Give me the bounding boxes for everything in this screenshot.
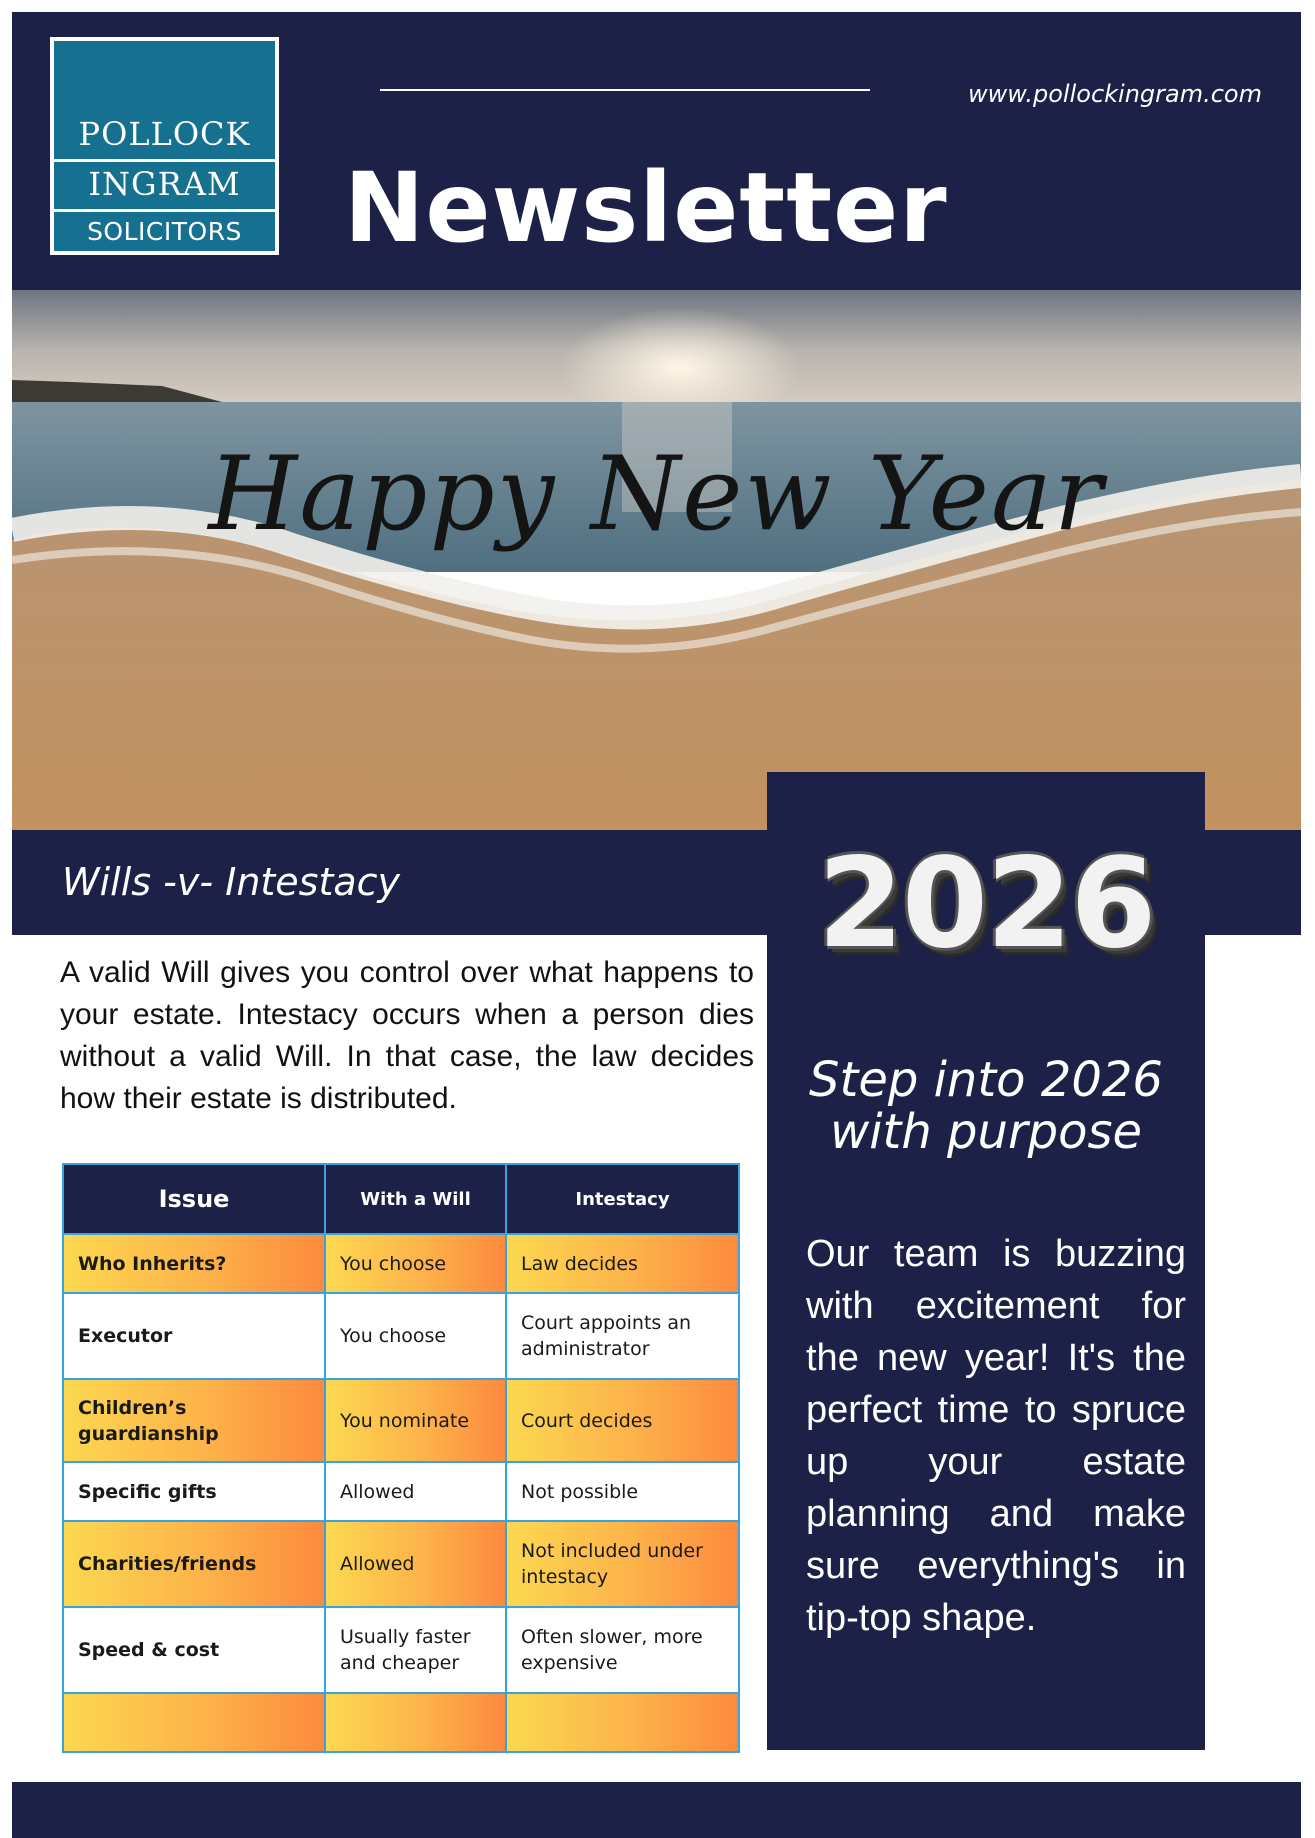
intro-paragraph: A valid Will gives you control over what happens to your estate. Intestacy occurs when a person dies without a valid Will. In that case, the law decides how their estate is distributed. xyxy=(60,956,754,1115)
table-row xyxy=(63,1293,739,1379)
table-row xyxy=(63,1234,739,1293)
row-intestacy: Court decides xyxy=(506,1379,739,1462)
logo-divider xyxy=(54,159,275,162)
row-with-will: You choose xyxy=(325,1293,506,1379)
logo-line-solicitors: SOLICITORS xyxy=(87,217,242,246)
table-row xyxy=(63,1379,739,1462)
row-with-will: Allowed xyxy=(325,1462,506,1521)
table-row xyxy=(63,1521,739,1607)
happy-new-year-greeting: Happy New Year xyxy=(208,435,1105,554)
row-intestacy: Not included under intestacy xyxy=(506,1521,739,1607)
comparison-table xyxy=(62,1163,738,1753)
row-intestacy: Often slower, more expensive xyxy=(506,1607,739,1693)
row-issue: Children’s guardianship xyxy=(63,1379,325,1462)
header-divider xyxy=(380,89,870,91)
table-header-row xyxy=(63,1164,739,1234)
page-title: Newsletter xyxy=(344,152,948,264)
row-issue: Executor xyxy=(63,1293,325,1379)
header-banner xyxy=(12,12,1301,290)
row-with-will: Allowed xyxy=(325,1521,506,1607)
section-title: Wills -v- Intestacy xyxy=(62,860,401,904)
row-issue xyxy=(63,1693,325,1752)
row-issue: Who Inherits? xyxy=(63,1234,325,1293)
year-badge: 2026 xyxy=(817,832,1155,976)
row-with-will: You choose xyxy=(325,1234,506,1293)
row-issue: Charities/friends xyxy=(63,1521,325,1607)
row-intestacy: Law decides xyxy=(506,1234,739,1293)
column-header-intestacy: Intestacy xyxy=(506,1164,739,1234)
table-row xyxy=(63,1462,739,1521)
hero-beach-image xyxy=(12,290,1301,830)
sidebar-body-text: Our team is buzzing with excitement for the new year! It's the perfect time to spruce up your estate planning and make sure everything's in tip-top shape. xyxy=(806,1233,1186,1639)
website-link[interactable]: www.pollockingram.com xyxy=(968,80,1262,108)
footer-bar xyxy=(12,1782,1301,1838)
logo-line-ingram: INGRAM xyxy=(88,165,241,203)
row-intestacy: Not possible xyxy=(506,1462,739,1521)
row-with-will: You nominate xyxy=(325,1379,506,1462)
row-intestacy: Court appoints an administrator xyxy=(506,1293,739,1379)
sidebar-panel xyxy=(767,772,1205,1750)
column-header-will: With a Will xyxy=(325,1164,506,1234)
row-issue: Speed & cost xyxy=(63,1607,325,1693)
column-header-issue: Issue xyxy=(63,1164,325,1234)
logo-line-pollock: POLLOCK xyxy=(78,115,251,153)
row-with-will: Usually faster and cheaper xyxy=(325,1607,506,1693)
row-issue: Specific gifts xyxy=(63,1462,325,1521)
table-row xyxy=(63,1607,739,1693)
firm-logo xyxy=(50,37,279,255)
beach-illustration xyxy=(12,290,1301,830)
sidebar-heading: Step into 2026 with purpose xyxy=(809,1052,1163,1160)
logo-divider xyxy=(54,209,275,212)
row-intestacy xyxy=(506,1693,739,1752)
row-with-will xyxy=(325,1693,506,1752)
table-row xyxy=(63,1693,739,1752)
